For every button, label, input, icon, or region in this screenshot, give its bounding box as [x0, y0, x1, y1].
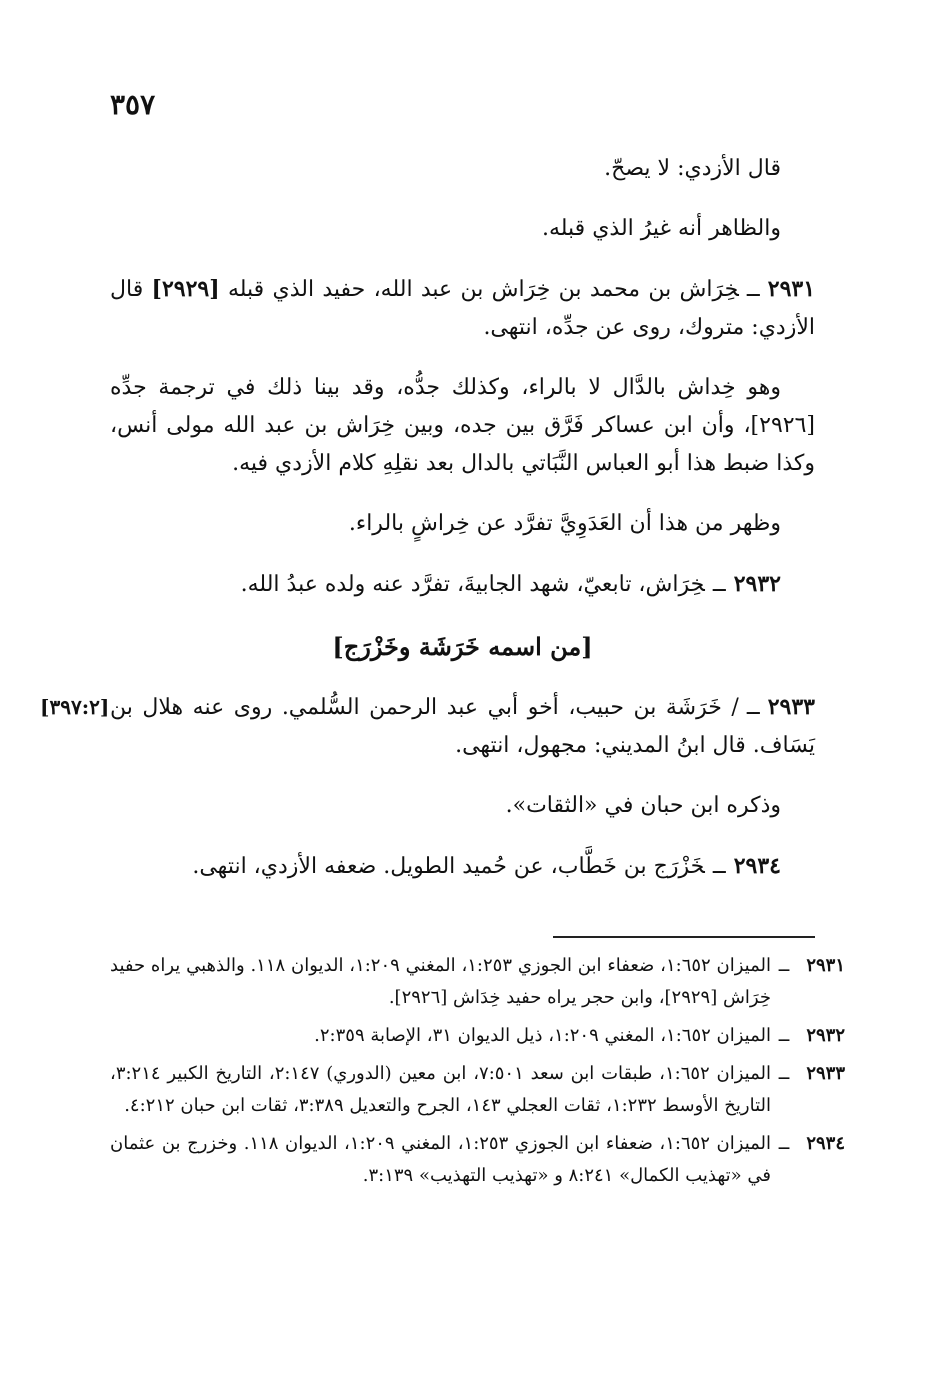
entry-text: خَزْرَج بن خَطَّاب، عن حُميد الطويل. ضعفه الأزدي، انتهى.: [192, 854, 705, 879]
entry-2932: [110, 565, 815, 604]
cross-reference: [٢٩٢٩]: [151, 276, 220, 302]
footnote: [110, 950, 845, 1014]
entry-number: ٢٩٣٢: [733, 571, 781, 597]
main-text: [40, 150, 816, 908]
footnote-dash: ــ: [778, 1133, 790, 1154]
footnote: [110, 1020, 845, 1052]
footnotes: [110, 950, 845, 1198]
paragraph: وظهر من هذا أن العَدَوِيَّ تفرَّد عن خِراشٍ بالراء.: [348, 511, 781, 536]
entry-dash: ــ: [712, 572, 726, 597]
paragraph: وهو خِداش بالدَّال لا بالراء، وكذلك جدُّه، وقد بينا ذلك في ترجمة جدِّه [٢٩٢٦]، وأن ابن عساكر فَرَّق بين جده، وبين خِرَاش بن عبد الله مولى أنس، وكذا ضبط هذا أبو العباس النَّبَاتي بالدال بعد نقلِهِ كلام الأزدي فيه.: [110, 375, 815, 476]
margin-reference: [٣٩٧:٢]: [40, 695, 110, 719]
page-break-slash: /: [731, 695, 739, 720]
footnote-number: ٢٩٣١: [806, 955, 845, 976]
footnote-text: الميزان ١:٦٥٢، ضعفاء ابن الجوزي ١:٢٥٣، المغني ١:٢٠٩، الديوان ١١٨. والذهبي يراه حفيد خِرَاش [٢٩٢٩]، وابن حجر يراه حفيد خِدَاش [٢٩٢٦].: [110, 955, 771, 1008]
footnote-number: ٢٩٣٢: [806, 1025, 845, 1046]
entry-number: ٢٩٣٤: [733, 853, 781, 879]
footnote-text: الميزان ١:٦٥٢، المغني ١:٢٠٩، ذيل الديوان ٣١، الإصابة ٢:٣٥٩.: [314, 1025, 771, 1046]
footnote-divider: [553, 936, 815, 938]
footnote-dash: ــ: [778, 1063, 790, 1084]
entry-dash: ــ: [746, 277, 760, 302]
paragraph: قال الأزدي: لا يصحّ.: [604, 156, 781, 181]
entry-2934: [110, 847, 815, 886]
page-number: ٣٥٧: [110, 88, 156, 121]
footnote: [110, 1058, 845, 1122]
entry-text: خَرَشَة بن حبيب، أخو أبي عبد الرحمن السُّلمي. روى عنه هلال بن يَسَاف. قال ابنُ المديني: مجهول، انتهى.: [110, 695, 815, 758]
entry-number: ٢٩٣١: [767, 276, 816, 302]
footnote-dash: ــ: [778, 1025, 790, 1046]
entry-2931: [110, 270, 815, 347]
footnote: [110, 1128, 845, 1192]
footnote-number: ٢٩٣٤: [806, 1133, 845, 1154]
footnote-number: ٢٩٣٣: [806, 1063, 845, 1084]
entry-number: ٢٩٣٣: [767, 694, 815, 720]
footnote-text: الميزان ١:٦٥٢، طبقات ابن سعد ٧:٥٠١، ابن معين (الدوري) ٢:١٤٧، التاريخ الكبير ٣:٢١٤، التاريخ الأوسط ١:٢٣٢، ثقات العجلي ١٤٣، الجرح والتعديل ٣:٣٨٩، ثقات ابن حبان ٤:٢١٢.: [110, 1063, 771, 1116]
entry-text-continued: قال الأزدي: متروك، روى عن جدِّه، انتهى.: [110, 277, 815, 340]
entry-text: خِرَاش بن محمد بن خِرَاش بن عبد الله، حفيد الذي قبله: [227, 277, 739, 302]
section-heading: [من اسمه خَرَشَة وخَزْرَج]: [332, 632, 593, 661]
entry-2933: [40, 688, 815, 765]
entry-text: خِرَاش، تابعيّ، شهد الجابيةَ، تفرَّد عنه ولده عبدُ الله.: [240, 572, 705, 597]
footnote-dash: ــ: [778, 955, 790, 976]
entry-dash: ــ: [712, 854, 726, 879]
paragraph: وذكره ابن حبان في «الثقات».: [505, 793, 781, 818]
paragraph: والظاهر أنه غيرُ الذي قبله.: [541, 216, 781, 241]
entry-dash: ــ: [746, 695, 760, 720]
footnote-text: الميزان ١:٦٥٢، ضعفاء ابن الجوزي ١:٢٥٣، المغني ١:٢٠٩، الديوان ١١٨. وخزرج بن عثمان في «تهذيب الكمال» ٨:٢٤١ و «تهذيب التهذيب» ٣:١٣٩.: [110, 1133, 772, 1186]
